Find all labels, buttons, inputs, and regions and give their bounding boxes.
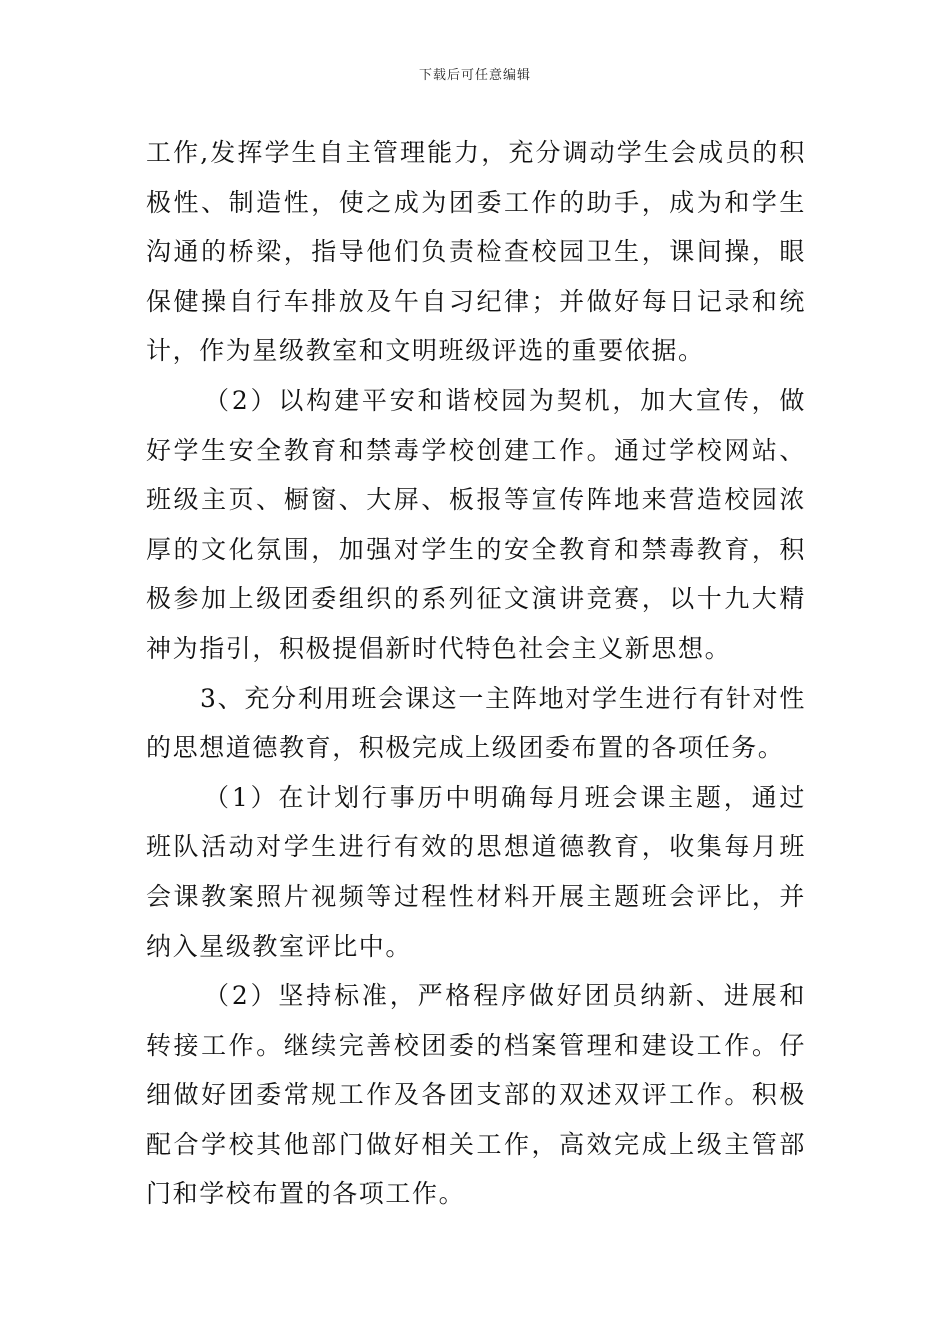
document-body <box>146 128 806 1219</box>
paragraph-item-1-class-meeting: （1）在计划行事历中明确每月班会课主题，通过班队活动对学生进行有效的思想道德教育，收集每月班会课教案照片视频等过程性材料开展主题班会评比，并纳入星级教室评比中。 <box>146 782 806 961</box>
paragraph-section-3: 3、充分利用班会课这一主阵地对学生进行有针对性的思想道德教育，积极完成上级团委布置的各项任务。 <box>146 683 806 763</box>
paragraph-item-2-safety: （2）以构建平安和谐校园为契机，加大宣传，做好学生安全教育和禁毒学校创建工作。通过学校网站、班级主页、橱窗、大屏、板报等宣传阵地来营造校园浓厚的文化氛围，加强对学生的安全教育和禁毒教育，积极参加上级团委组织的系列征文演讲竞赛，以十九大精神为指引，积极提倡新时代特色社会主义新思想。 <box>146 385 806 663</box>
paragraph-continuation: 工作,发挥学生自主管理能力，充分调动学生会成员的积极性、制造性，使之成为团委工作的助手，成为和学生沟通的桥梁，指导他们负责检查校园卫生，课间操，眼保健操自行车排放及午自习纪律；并做好每日记录和统计，作为星级教室和文明班级评选的重要依据。 <box>146 138 806 366</box>
header-note: 下载后可任意编辑 <box>418 68 531 83</box>
paragraph-item-2-membership: （2）坚持标准，严格程序做好团员纳新、进展和转接工作。继续完善校团委的档案管理和建设工作。仔细做好团委常规工作及各团支部的双述双评工作。积极配合学校其他部门做好相关工作，高效完成上级主管部门和学校布置的各项工作。 <box>146 981 806 1209</box>
